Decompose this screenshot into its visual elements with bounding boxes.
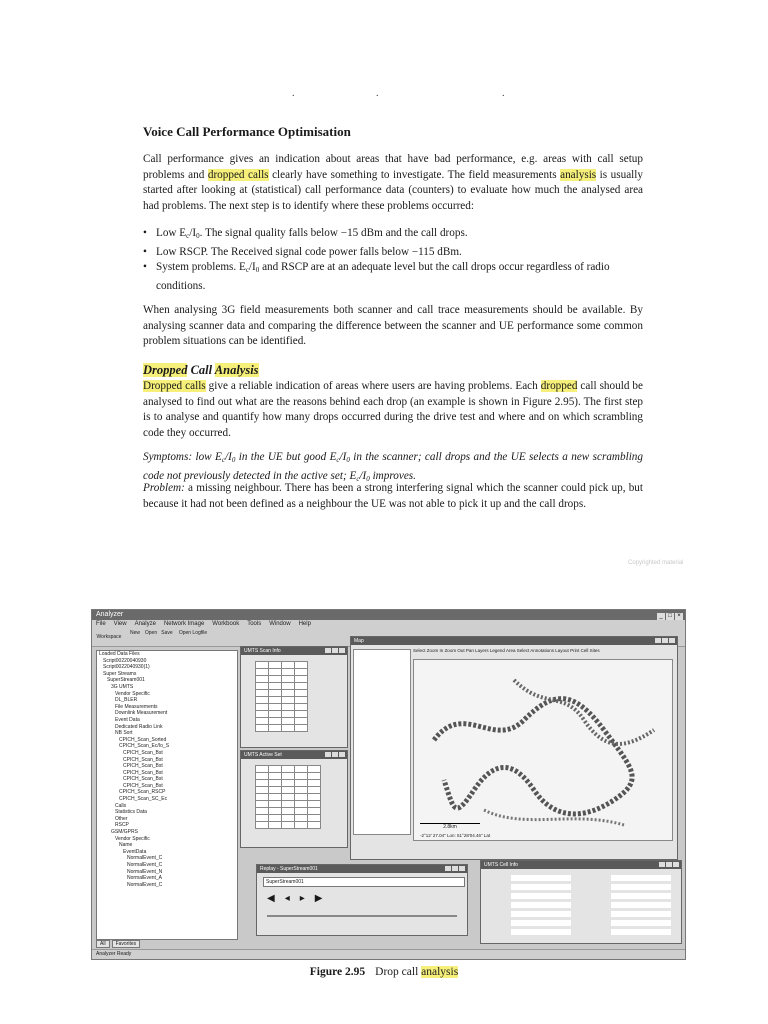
app-statusbar: Analyzer Ready [92, 949, 686, 959]
tree-node[interactable]: CPICH_Scan_Bst [123, 776, 163, 783]
active-set-window[interactable]: UMTS Active Set [240, 750, 348, 848]
tree-node[interactable]: Super Streams [103, 670, 137, 677]
menu-bar [92, 620, 685, 628]
rewind-icon[interactable]: ◀ [267, 893, 285, 904]
workspace-label: Workspace [96, 634, 122, 640]
save-button[interactable]: Save [161, 630, 173, 636]
tree-node[interactable]: CPICH_Scan_Sorted [119, 736, 167, 743]
replay-window[interactable]: Replay - SuperStream001 SuperStream001 ◀◂▸▶ [256, 864, 468, 936]
tree-node[interactable]: GSM/GPRS [111, 829, 138, 836]
dropped-call-heading: Dropped Call Analysis [143, 363, 259, 377]
tool-zoom-out[interactable]: Zoom Out [444, 648, 465, 653]
tree-node[interactable]: Vendor Specific [115, 690, 150, 697]
drive-route-svg [414, 660, 672, 840]
tool-layout[interactable]: Layout [555, 648, 569, 653]
highlight: dropped calls [207, 168, 269, 181]
tool-legend[interactable]: Legend [489, 648, 505, 653]
highlight: Dropped calls [143, 380, 206, 392]
map-coordinates: -2°12' 27.04" Lon: 51°28'04.46" Lat [420, 833, 491, 838]
tree-node[interactable]: EventData [123, 848, 147, 855]
text-run: clearly have something to investigate. The field measurements [268, 168, 561, 181]
tree-node[interactable]: File Measurements [115, 703, 158, 710]
close-icon[interactable]: × [675, 613, 683, 620]
map-window[interactable]: Map Select Zoom In Zoom Out Pan Layers Legend Area Select Annotations Layout Print Cell Sites 2.8km -2°12' 27.04" Lon: 51°28'04.46" Lat [350, 636, 678, 860]
menu-help[interactable]: Help [298, 621, 311, 627]
problem-paragraph: Problem: a missing neighbour. There has been a strong interfering signal which the scanner could pick up, but because it had not been defined as a neighbour the UE was not able to pick it up and the call drops. [143, 482, 643, 510]
tree-node[interactable]: Event Data [115, 716, 140, 723]
tree-node[interactable]: Statistics Data [115, 809, 147, 816]
tool-area-select[interactable]: Area Select [505, 648, 530, 653]
new-button[interactable]: New [129, 630, 140, 636]
map-toolbar [413, 648, 600, 658]
tree-node[interactable]: CPICH_Scan_Bst [123, 769, 163, 776]
menu-view[interactable]: View [113, 621, 127, 627]
symptoms-paragraph: Symptoms: low $E_c/I_0$ in the UE but good $E_c/I_0$ in the scanner; call drops and the UE selects a new scrambling code not previously detected in the active set; $E_c/I_0$ improves. [143, 451, 643, 483]
cell-info-window[interactable]: UMTS Cell Info [480, 860, 682, 944]
app-titlebar [92, 610, 685, 620]
menu-workbook[interactable]: Workbook [212, 621, 240, 627]
tree-node[interactable]: NormalEvent_N [127, 868, 163, 875]
app-title: Analyzer [96, 611, 124, 618]
step-back-icon[interactable]: ◂ [284, 893, 300, 904]
forward-icon[interactable]: ▶ [314, 893, 333, 904]
map-scale: 2.8km [420, 823, 480, 830]
tree-node[interactable]: NormalEvent_C [127, 881, 163, 888]
tab-favorites[interactable]: Favorites [112, 940, 141, 948]
tree-node[interactable]: CPICH_Scan_Bst [123, 749, 163, 756]
header-mark: . [292, 88, 295, 99]
tree-node[interactable]: DL_BLER [115, 697, 138, 704]
tree-node[interactable]: Script00220040930 [103, 657, 147, 664]
watermark: Copyrighted material [628, 560, 684, 566]
tree-node[interactable]: Name [119, 842, 133, 849]
tree-node[interactable]: CPICH_Scan_Bst [123, 763, 163, 770]
tree-node[interactable]: Script0022040930(1) [103, 664, 150, 671]
menu-window[interactable]: Window [269, 621, 291, 627]
list-item: • System problems. $E_c/I_0$ and RSCP are at an adequate level but the call drops occur regardless of radio conditions. [143, 260, 643, 294]
tree-node[interactable]: NormalEvent_C [127, 855, 163, 862]
data-tree [96, 650, 238, 940]
tree-node[interactable]: SuperStream001 [107, 677, 145, 684]
scan-info-table [255, 661, 308, 732]
tree-node[interactable]: NB Sort [115, 730, 133, 737]
problem-list [143, 226, 643, 294]
open-logfile-button[interactable]: Open Logfile [178, 630, 208, 636]
tree-node[interactable]: NormalEvent_C [127, 862, 163, 868]
tree-node[interactable]: CPICH_Scan_Bst [123, 782, 163, 789]
stream-select[interactable]: SuperStream001 [263, 877, 465, 887]
tree-node[interactable]: CPICH_Scan_Ec/Io_S [119, 743, 170, 750]
header-mark: . [502, 88, 505, 99]
tree-node[interactable]: Downlink Measurement [115, 710, 168, 717]
play-icon[interactable]: ▸ [299, 893, 315, 904]
dropped-call-paragraph: Dropped calls give a reliable indication of areas where users are having problems. Each dropped call should be analysed to find out what are the reasons behind each drop (an example is shown in Figure 2.95). The first step is to analyse and quantify how many drops occurred during the drive test and where and on which scrambling code they occurred. [143, 380, 643, 439]
replay-slider[interactable] [267, 915, 457, 917]
highlight: analysis [560, 168, 597, 181]
measurement-paragraph: When analysing 3G field measurements both scanner and call trace measurements should be available. By analysing scanner data and comparing the difference between the scanner and UE performance some common problem situations can be identified. [143, 304, 643, 347]
text-run: Call performance gives an indication about areas that have bad performance, e.g. areas with call setup problems and [143, 153, 643, 181]
highlight: dropped [540, 380, 578, 392]
figure-caption: Figure 2.95 Drop call analysis [309, 966, 459, 978]
minimize-icon[interactable]: _ [657, 613, 665, 620]
tool-select[interactable]: Select [413, 648, 426, 653]
section-title: Voice Call Performance Optimisation [143, 124, 351, 139]
text-run: is usually started after looking at (statistical) call performance data (counters) to evaluate how much the analysed area had problems. The next step is to identify where these problems occurred: [143, 168, 643, 212]
replay-controls [267, 893, 332, 904]
list-item: • Low $E_c/I_0$. The signal quality falls below −15 dBm and the call drops. [143, 226, 643, 245]
tree-node[interactable]: Dedicated Radio Link [115, 723, 163, 730]
menu-tools[interactable]: Tools [247, 621, 262, 627]
tree-node[interactable]: Vendor Specific [115, 835, 150, 842]
highlight: analysis [421, 966, 459, 978]
tool-zoom-in[interactable]: Zoom In [426, 648, 444, 653]
tree-node[interactable]: CPICH_Scan_Bst [123, 756, 163, 763]
tree-node[interactable]: Loaded Data Files [99, 651, 140, 657]
scan-info-window[interactable]: UMTS Scan Info [240, 646, 348, 748]
cell-info-fields-right [611, 875, 671, 935]
drive-test-map[interactable] [413, 659, 673, 841]
tree-node[interactable]: 3G UMTS [111, 683, 134, 690]
problem-label: Problem: [143, 482, 185, 494]
tree-tabs [96, 940, 142, 948]
tree-node[interactable]: Calls [115, 802, 127, 809]
tree-node[interactable]: RSCP [115, 822, 129, 829]
open-button[interactable]: Open [144, 630, 158, 636]
maximize-icon[interactable]: □ [666, 613, 674, 620]
tool-pan[interactable]: Pan [465, 648, 474, 653]
menu-file[interactable]: File [96, 621, 106, 627]
tree-node[interactable]: Other [115, 815, 128, 822]
active-set-table [255, 765, 321, 829]
tool-annotations[interactable]: Annotations [530, 648, 555, 653]
list-item: • Low RSCP. The Received signal code power falls below −115 dBm. [143, 245, 643, 261]
map-legend [353, 649, 411, 835]
cell-info-fields-left [511, 875, 571, 935]
tree-node[interactable]: NormalEvent_A [127, 875, 163, 882]
tree-node[interactable]: CPICH_Scan_SC_Ec [119, 796, 168, 803]
tab-all[interactable]: All [96, 940, 110, 948]
analyzer-screenshot [91, 609, 686, 960]
header-mark: . [376, 88, 379, 99]
intro-paragraph [143, 152, 643, 214]
menu-analyze[interactable]: Analyze [134, 621, 156, 627]
tree-node[interactable]: CPICH_Scan_RSCP [119, 789, 166, 796]
tool-cell-sites[interactable]: Cell Sites [580, 648, 600, 653]
menu-network-image[interactable]: Network Image [163, 621, 205, 627]
tool-print[interactable]: Print [570, 648, 580, 653]
figure-number: Figure 2.95 [309, 966, 366, 978]
tool-layers[interactable]: Layers [475, 648, 489, 653]
